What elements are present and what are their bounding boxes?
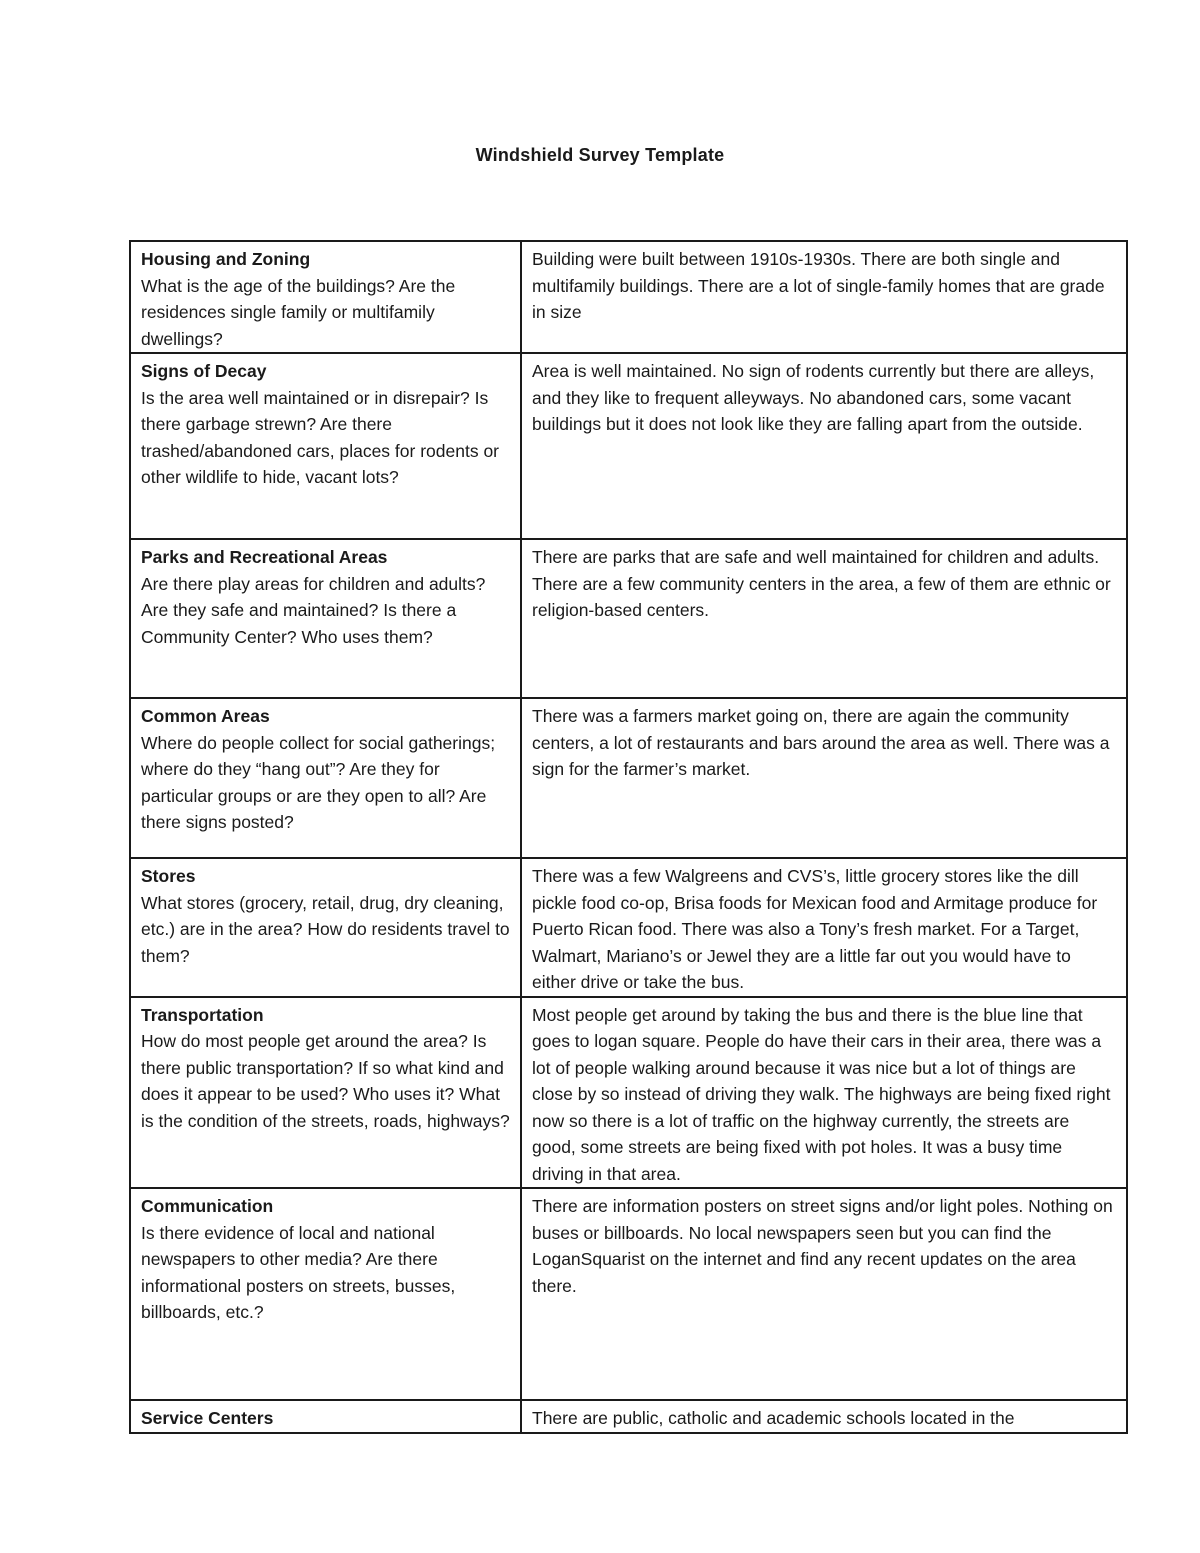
answer-text: Building were built between 1910s-1930s. There are both single and multifamily buildings. There are a lot of single-family homes that are grade in size xyxy=(532,249,1105,322)
category-cell xyxy=(130,1188,521,1400)
answer-cell xyxy=(521,698,1127,858)
page-title: Windshield Survey Template xyxy=(475,145,725,165)
category-title: Common Areas xyxy=(141,706,270,726)
category-cell xyxy=(130,539,521,698)
survey-table xyxy=(129,240,1128,1434)
answer-cell xyxy=(521,539,1127,698)
category-question: How do most people get around the area? Is there public transportation? If so what kind and does it appear to be used? Who uses it? What is the condition of the streets, roads, highways? xyxy=(141,1031,510,1131)
category-cell xyxy=(130,1400,521,1433)
answer-cell xyxy=(521,1400,1127,1433)
category-cell xyxy=(130,241,521,353)
category-cell xyxy=(130,858,521,997)
answer-text: There are parks that are safe and well maintained for children and adults. There are a few community centers in the area, a few of them are ethnic or religion-based centers. xyxy=(532,547,1111,620)
table-row xyxy=(130,1400,1127,1433)
category-question: Are there play areas for children and adults? Are they safe and maintained? Is there a Community Center? Who uses them? xyxy=(141,573,486,647)
answer-cell xyxy=(521,353,1127,539)
table-row xyxy=(130,997,1127,1189)
category-title: Parks and Recreational Areas xyxy=(141,547,388,567)
table-row xyxy=(130,698,1127,858)
category-title: Signs of Decay xyxy=(141,361,267,381)
table-row xyxy=(130,1188,1127,1400)
category-title: Service Centers xyxy=(141,1408,274,1428)
table-row xyxy=(130,539,1127,698)
table-row xyxy=(130,241,1127,353)
answer-text: There was a few Walgreens and CVS’s, little grocery stores like the dill pickle food co-op, Brisa foods for Mexican food and Armitage produce for Puerto Rican food. There was also a Tony’s fresh market. For a Target, Walmart, Mariano’s or Jewel they are a little far out you would have to either drive or take the bus. xyxy=(532,866,1098,992)
answer-text: Area is well maintained. No sign of rodents currently but there are alleys, and they like to frequent alleyways. No abandoned cars, some vacant buildings but it does not look like they are falling apart from the outside. xyxy=(532,361,1095,434)
category-title: Communication xyxy=(141,1196,274,1216)
category-question: Is there evidence of local and national newspapers to other media? Are there informational posters on streets, busses, billboards, etc.? xyxy=(141,1222,456,1322)
category-question: What stores (grocery, retail, drug, dry cleaning, etc.) are in the area? How do residents travel to them? xyxy=(141,892,510,966)
category-title: Transportation xyxy=(141,1004,264,1025)
category-cell xyxy=(130,353,521,539)
answer-cell xyxy=(521,858,1127,997)
category-title: Stores xyxy=(141,866,196,886)
answer-cell xyxy=(521,997,1127,1189)
answer-text: There are information posters on street signs and/or light poles. Nothing on buses or billboards. No local newspapers seen but you can find the LoganSquarist on the internet and find any recent updates on the area there. xyxy=(532,1196,1113,1296)
answer-text: Most people get around by taking the bus and there is the blue line that goes to logan square. People do have their cars in their area, there was a lot of people walking around because it was nice but a lot of things are close by so instead of driving they walk. The highways are being fixed right now so there is a lot of traffic on the highway currently, the streets are good, some streets are being fixed with pot holes. It was a busy time driving in that area. xyxy=(532,1004,1111,1184)
category-cell xyxy=(130,698,521,858)
category-question: What is the age of the buildings? Are the residences single family or multifamily dwellings? xyxy=(141,275,456,349)
answer-cell xyxy=(521,241,1127,353)
category-title: Housing and Zoning xyxy=(141,249,311,269)
answer-text: There was a farmers market going on, there are again the community centers, a lot of restaurants and bars around the area as well. There was a sign for the farmer’s market. xyxy=(532,706,1110,779)
category-question: Is the area well maintained or in disrepair? Is there garbage strewn? Are there trashed/abandoned cars, places for rodents or other wildlife to hide, vacant lots? xyxy=(141,387,499,487)
answer-text: There are public, catholic and academic schools located in the xyxy=(532,1408,1015,1428)
table-row xyxy=(130,353,1127,539)
category-question: Where do people collect for social gatherings; where do they “hang out”? Are they for particular groups or are they open to all? Are there signs posted? xyxy=(141,732,496,832)
category-cell xyxy=(130,997,521,1189)
table-row xyxy=(130,858,1127,997)
answer-cell xyxy=(521,1188,1127,1400)
